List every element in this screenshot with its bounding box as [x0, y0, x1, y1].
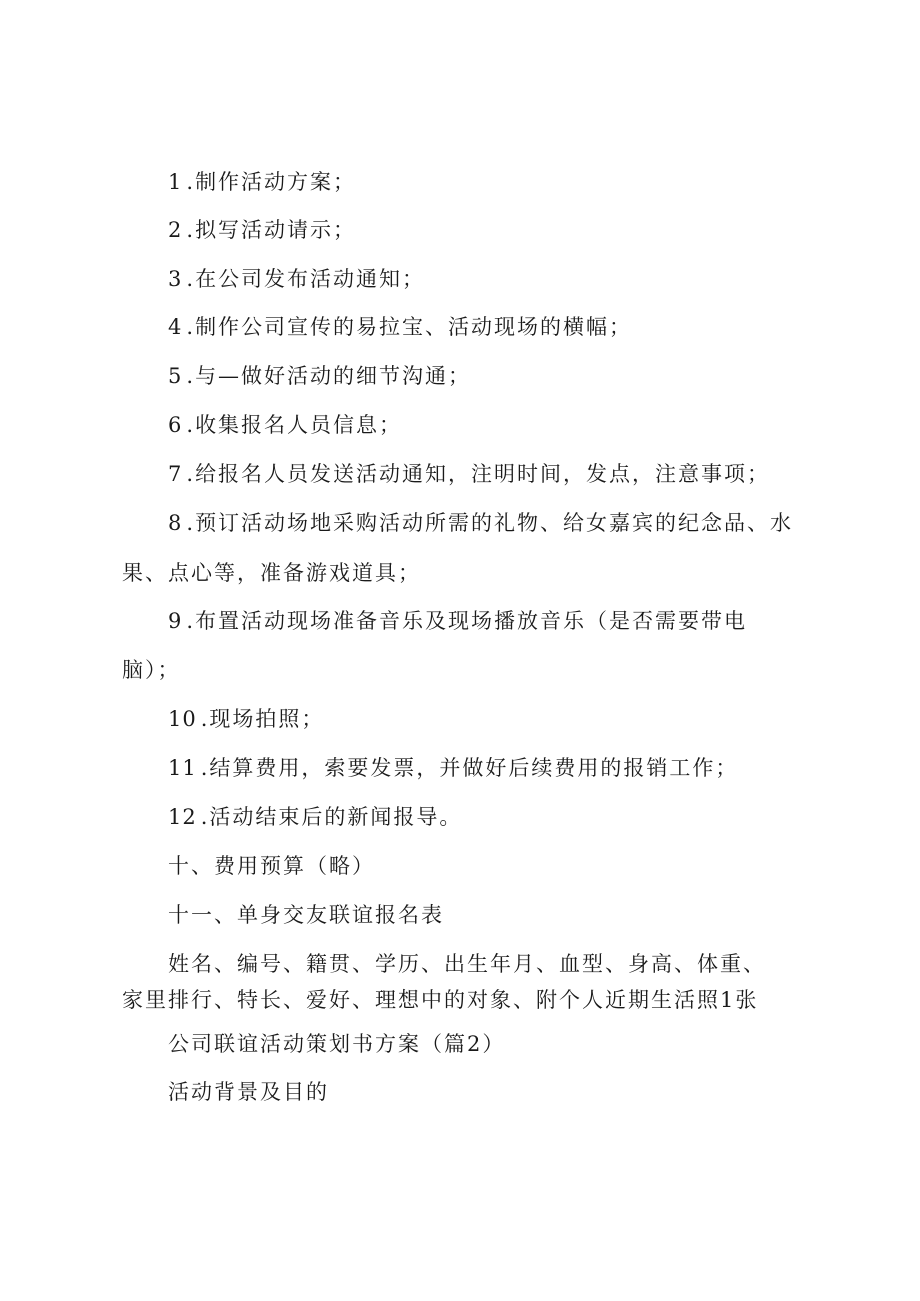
item-text: 收集报名人员信息； [195, 413, 403, 437]
form-fields-line: 姓名、编号、籍贯、学历、出生年月、血型、身高、体重、 [168, 952, 766, 976]
item-number: 12 [168, 805, 197, 829]
item-text: 预订活动场地采购活动所需的礼物、给女嘉宾的纪念品、水 [195, 511, 794, 535]
list-item: 4 .制作公司宣传的易拉宝、活动现场的横幅； [168, 312, 632, 342]
list-item: 8 .预订活动场地采购活动所需的礼物、给女嘉宾的纪念品、水 [168, 508, 793, 538]
item-text: 活动结束后的新闻报导。 [209, 805, 463, 829]
list-item: 9 .布置活动现场准备音乐及现场播放音乐（是否需要带电 [168, 606, 747, 636]
item-number: 1 [168, 170, 183, 194]
item-text: 给报名人员发送活动通知，注明时间，发点，注意事项； [195, 462, 771, 486]
list-item: 12 .活动结束后的新闻报导。 [168, 802, 462, 832]
item-number: 10 [168, 707, 197, 731]
article-title: 公司联谊活动策划书方案（篇2） [168, 1032, 506, 1056]
item-text: 现场拍照； [209, 707, 325, 731]
list-item: 7 .给报名人员发送活动通知，注明时间，发点，注意事项； [168, 459, 770, 489]
list-item: 1 .制作活动方案； [168, 167, 356, 197]
list-item: 10 .现场拍照； [168, 704, 324, 734]
item-text: 与—做好活动的细节沟通； [195, 364, 472, 388]
item-number: 7 [168, 462, 183, 486]
section-heading-form: 十一、单身交友联谊报名表 [168, 903, 444, 927]
list-item: 11 .结算费用，索要发票，并做好后续费用的报销工作； [168, 753, 738, 783]
list-item: 3 .在公司发布活动通知； [168, 264, 425, 294]
list-item-continuation: 果、点心等，准备游戏道具； [122, 561, 421, 585]
item-number: 2 [168, 218, 183, 242]
list-item: 6 .收集报名人员信息； [168, 410, 402, 440]
item-text: 制作活动方案； [195, 170, 357, 194]
item-number: 8 [168, 511, 183, 535]
item-number: 9 [168, 609, 183, 633]
item-text: 制作公司宣传的易拉宝、活动现场的横幅； [195, 315, 633, 339]
list-item: 2 .拟写活动请示； [168, 215, 356, 245]
item-text: 拟写活动请示； [195, 218, 357, 242]
item-number: 4 [168, 315, 183, 339]
item-text: 结算费用，索要发票，并做好后续费用的报销工作； [209, 756, 739, 780]
item-text: 在公司发布活动通知； [195, 267, 426, 291]
item-number: 5 [168, 364, 183, 388]
section-heading-cost: 十、费用预算（略） [168, 854, 375, 878]
item-number: 11 [168, 756, 197, 780]
item-number: 6 [168, 413, 183, 437]
list-item-continuation: 脑）； [122, 658, 181, 682]
item-number: 3 [168, 267, 183, 291]
list-item: 5 .与—做好活动的细节沟通； [168, 361, 471, 391]
subheading: 活动背景及目的 [168, 1080, 329, 1104]
form-fields-line: 家里排行、特长、爱好、理想中的对象、附个人近期生活照1张 [122, 988, 759, 1012]
item-text: 布置活动现场准备音乐及现场播放音乐（是否需要带电 [195, 609, 748, 633]
